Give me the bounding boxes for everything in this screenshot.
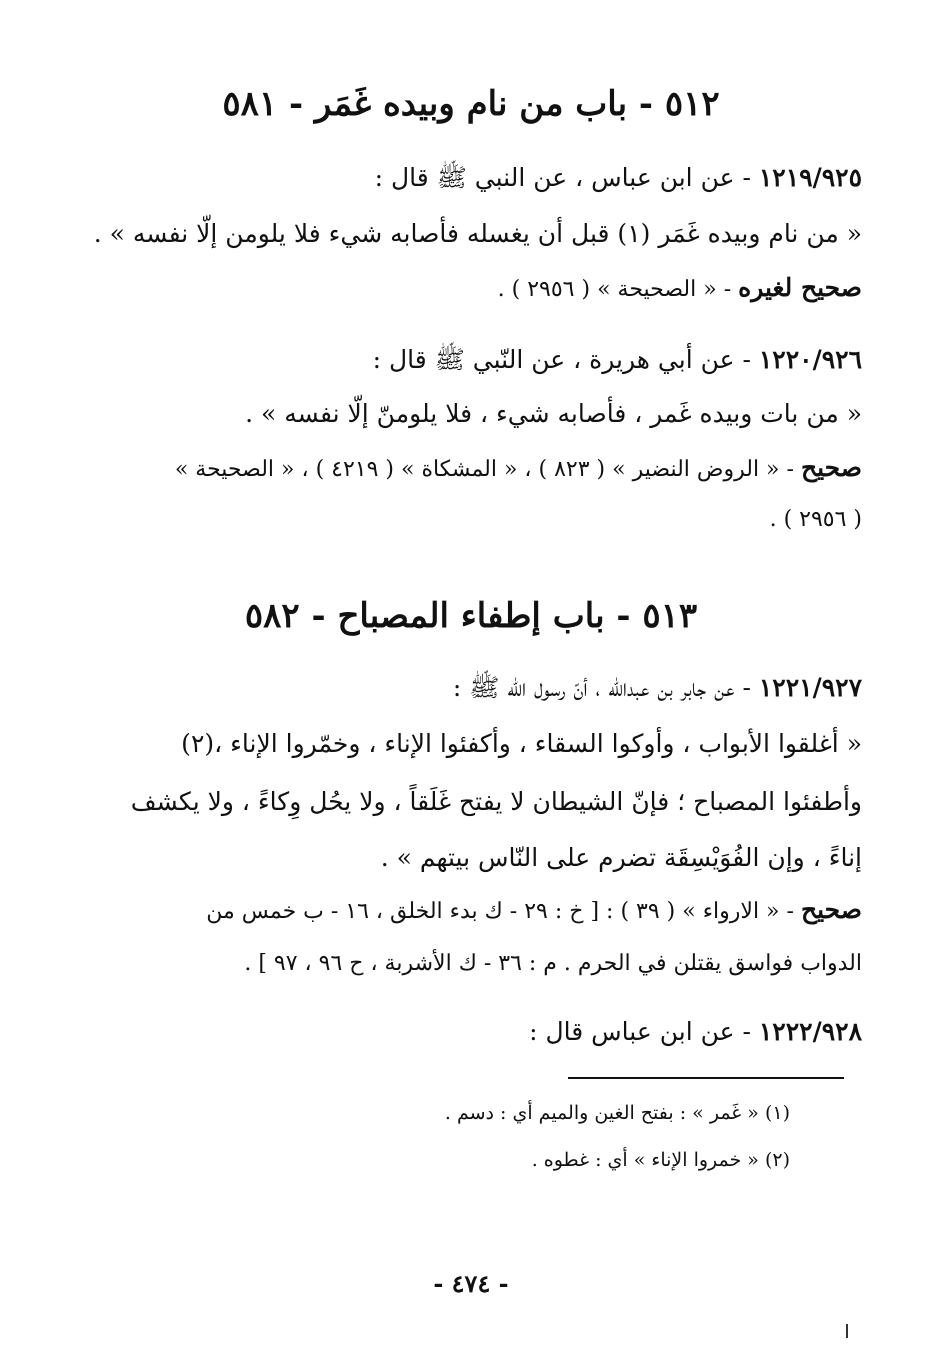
footnote-divider <box>568 1077 844 1079</box>
hadith-number: ١٢١٩/٩٢٥ <box>758 163 862 192</box>
hadith-927-text-2: وأطفئوا المصباح ؛ فإنّ الشيطان لا يفتح غَلَقاً ، ولا يحُل وِكاءً ، ولا يكشف <box>130 787 862 816</box>
hadith-925-intro <box>70 158 862 198</box>
chapter-heading-512: ٥١٢ - باب من نام وبيده غَمَر - ٥٨١ <box>222 84 720 124</box>
hadith-928-intro <box>70 1012 862 1052</box>
footnote-2: (٢) « خمروا الإناء » أي : غطوه . <box>531 1149 790 1171</box>
chapter-heading-513: ٥١٣ - باب إطفاء المصباح - ٥٨٢ <box>244 596 698 636</box>
hadith-intro: - عن ابن عباس قال : <box>529 1017 759 1046</box>
hadith-intro: - عن ابن عباس ، عن النبي ﷺ قال : <box>374 163 759 192</box>
hadith-926-intro <box>70 340 862 380</box>
hadith-intro: - عن أبي هريرة ، عن النّبي ﷺ قال : <box>372 345 759 374</box>
hadith-intro: - عن جابر بن عبدالله ، أنّ رسول الله ﷺ : <box>452 673 759 702</box>
hadith-927-grade-cont: الدواب فواسق يقتلن في الحرم . م : ٣٦ - ك الأشربة ، ح ٩٦ ، ٩٧ ] . <box>244 951 862 976</box>
hadith-number: ١٢٢١/٩٢٧ <box>758 673 862 702</box>
grade-label: صحيح لغيره <box>738 273 862 302</box>
hadith-927-grade <box>70 890 862 932</box>
hadith-927-text-1: « أغلقوا الأبواب ، وأوكوا السقاء ، وأكفئوا الإناء ، وخمّروا الإناء ،(٢) <box>181 729 862 758</box>
hadith-926-text: « من بات وبيده غَمر ، فأصابه شيء ، فلا يلومنّ إلّا نفسه » . <box>245 399 862 428</box>
grade-source: - « الصحيحة » ( ٢٩٥٦ ) . <box>497 277 739 302</box>
hadith-925-grade <box>70 268 862 310</box>
hadith-925-text: « من نام وبيده غَمَر (١) قبل أن يغسله فأصابه شيء فلا يلومن إلّا نفسه » . <box>93 219 862 248</box>
scan-edge-mark <box>846 1324 848 1338</box>
page-number: - ٤٧٤ - <box>433 1269 509 1298</box>
hadith-number: ١٢٢٠/٩٢٦ <box>758 345 862 374</box>
hadith-number: ١٢٢٢/٩٢٨ <box>758 1017 862 1046</box>
grade-label: صحيح <box>800 453 862 482</box>
grade-source: - « الارواء » ( ٣٩ ) : [ خ : ٢٩ - ك بدء الخلق ، ١٦ - ب خمس من <box>206 899 801 924</box>
hadith-927-text-3: إناءً ، وإن الفُوَيْسِقَة تضرم على النّاس بيتهم » . <box>380 843 862 872</box>
hadith-927-intro <box>70 668 862 708</box>
footnote-1: (١) « غَمر » : بفتح الغين والميم أي : دسم . <box>444 1102 790 1124</box>
hadith-926-grade <box>70 448 862 490</box>
hadith-926-grade-cont: ( ٢٩٥٦ ) . <box>769 507 862 532</box>
grade-label: صحيح <box>800 895 862 924</box>
grade-source: - « الروض النضير » ( ٨٢٣ ) ، « المشكاة » ( ٤٢١٩ ) ، « الصحيحة » <box>174 457 801 482</box>
